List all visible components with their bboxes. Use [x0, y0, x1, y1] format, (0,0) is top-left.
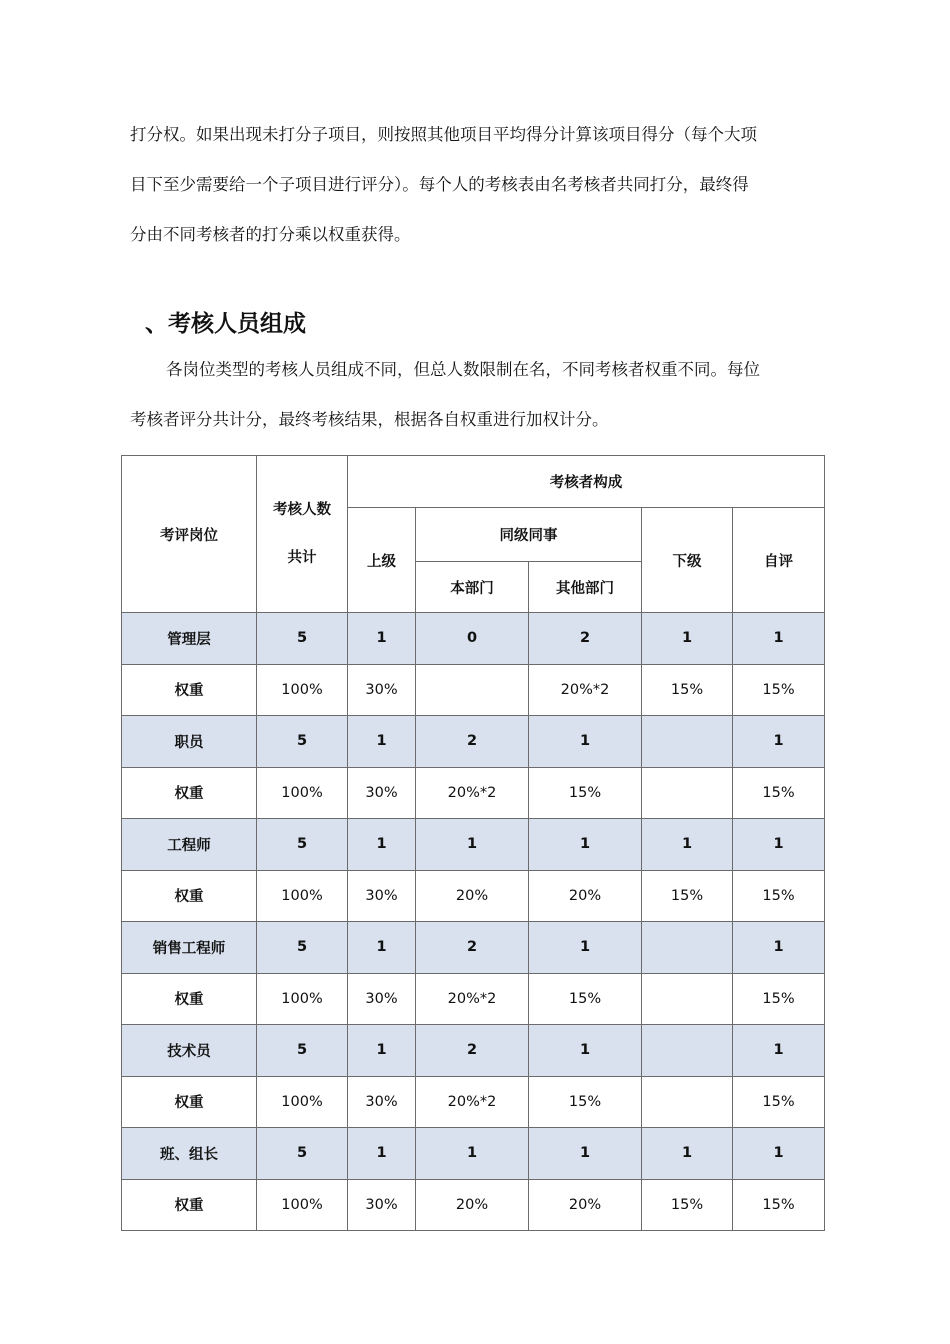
description-line: 考核者评分共计分，最终考核结果，根据各自权重进行加权计分。: [130, 410, 609, 429]
table-cell: 20%: [416, 1179, 529, 1231]
table-cell: 2: [416, 922, 529, 974]
row-label-cell: 工程师: [122, 819, 257, 871]
table-cell: 1: [733, 716, 825, 768]
row-label-cell: 权重: [122, 1179, 257, 1231]
table-cell: 1: [642, 1128, 733, 1180]
table-cell: 5: [257, 716, 348, 768]
table-body: [122, 613, 825, 1231]
table-cell: 2: [416, 716, 529, 768]
header-same-dept: 本部门: [416, 562, 529, 613]
header-other-dept: 其他部门: [529, 562, 642, 613]
table-cell: 15%: [642, 1179, 733, 1231]
table-cell: [642, 973, 733, 1025]
table-cell: 100%: [257, 1076, 348, 1128]
table-cell: 1: [529, 1128, 642, 1180]
table-cell: 1: [733, 613, 825, 665]
table-cell: 2: [529, 613, 642, 665]
row-label-cell: 权重: [122, 973, 257, 1025]
table-cell: 30%: [348, 767, 416, 819]
table-cell: 1: [416, 819, 529, 871]
table-cell: 20%*2: [416, 973, 529, 1025]
table-cell: 30%: [348, 973, 416, 1025]
table-row-weight: [122, 664, 825, 716]
table-cell: 1: [348, 1025, 416, 1077]
table-cell: 5: [257, 922, 348, 974]
intro-line: 打分权。如果出现未打分子项目，则按照其他项目平均得分计算该项目得分（每个大项: [130, 125, 757, 144]
header-peers: 同级同事: [416, 508, 642, 562]
table-cell: 15%: [733, 1076, 825, 1128]
table-cell: [642, 1076, 733, 1128]
row-label-cell: 班、组长: [122, 1128, 257, 1180]
table-cell: 5: [257, 613, 348, 665]
table-cell: 100%: [257, 664, 348, 716]
row-label-cell: 权重: [122, 1076, 257, 1128]
table-cell: 5: [257, 1025, 348, 1077]
table-cell: 100%: [257, 767, 348, 819]
table-cell: 20%*2: [416, 1076, 529, 1128]
table-cell: 30%: [348, 1179, 416, 1231]
row-label-cell: 权重: [122, 767, 257, 819]
table-row-weight: [122, 973, 825, 1025]
table-cell: 1: [642, 819, 733, 871]
table-cell: 1: [348, 819, 416, 871]
table-cell: 15%: [529, 973, 642, 1025]
table-cell: 15%: [529, 1076, 642, 1128]
table-cell: 1: [529, 1025, 642, 1077]
table-cell: [416, 664, 529, 716]
table-cell: 1: [348, 922, 416, 974]
row-label-cell: 权重: [122, 870, 257, 922]
table-row-weight: [122, 767, 825, 819]
table-cell: 1: [642, 613, 733, 665]
header-reviewer-count: [257, 456, 348, 613]
table-cell: 15%: [529, 767, 642, 819]
table-cell: [642, 767, 733, 819]
table-cell: 1: [416, 1128, 529, 1180]
header-subordinate: 下级: [642, 508, 733, 613]
table-cell: 5: [257, 1128, 348, 1180]
table-cell: [642, 922, 733, 974]
header-position: 考评岗位: [122, 456, 257, 613]
table-row-role: [122, 819, 825, 871]
table-cell: 20%*2: [416, 767, 529, 819]
intro-line: 分由不同考核者的打分乘以权重获得。: [130, 225, 411, 244]
intro-line: 目下至少需要给一个子项目进行评分）。每个人的考核表由名考核者共同打分，最终得: [130, 175, 749, 194]
table-row-role: [122, 922, 825, 974]
header-self: 自评: [733, 508, 825, 613]
table-cell: 2: [416, 1025, 529, 1077]
table-cell: 5: [257, 819, 348, 871]
table-cell: [642, 716, 733, 768]
table-cell: 1: [733, 922, 825, 974]
table-cell: 15%: [733, 767, 825, 819]
table-cell: 20%: [416, 870, 529, 922]
table-cell: 20%*2: [529, 664, 642, 716]
table-cell: 15%: [733, 1179, 825, 1231]
table-cell: 1: [529, 819, 642, 871]
table-cell: 30%: [348, 870, 416, 922]
table-row-role: [122, 716, 825, 768]
table-cell: [642, 1025, 733, 1077]
table-cell: 1: [348, 613, 416, 665]
table-cell: 30%: [348, 1076, 416, 1128]
table-cell: 15%: [733, 664, 825, 716]
table-cell: 15%: [733, 973, 825, 1025]
table-cell: 15%: [642, 664, 733, 716]
section-heading: 、考核人员组成: [145, 311, 306, 337]
table-cell: 1: [733, 1025, 825, 1077]
table-cell: 20%: [529, 870, 642, 922]
description-line: [130, 345, 820, 395]
row-label-cell: 管理层: [122, 613, 257, 665]
table-cell: 1: [348, 1128, 416, 1180]
table-cell: 1: [529, 716, 642, 768]
table-cell: 0: [416, 613, 529, 665]
table-cell: 20%: [529, 1179, 642, 1231]
table-row-role: [122, 1025, 825, 1077]
header-superior: 上级: [348, 508, 416, 613]
table-cell: 1: [348, 716, 416, 768]
table-cell: 1: [733, 1128, 825, 1180]
row-label-cell: 权重: [122, 664, 257, 716]
table-cell: 15%: [642, 870, 733, 922]
table-cell: 1: [529, 922, 642, 974]
table-row-weight: [122, 870, 825, 922]
intro-paragraph: [130, 110, 820, 260]
reviewer-composition-table: [121, 455, 825, 1231]
table-cell: 1: [733, 819, 825, 871]
description-line-text: 各岗位类型的考核人员组成不同，但总人数限制在名，不同考核者权重不同。每位: [166, 360, 760, 379]
table-cell: 15%: [733, 870, 825, 922]
table-row-role: [122, 613, 825, 665]
row-label-cell: 技术员: [122, 1025, 257, 1077]
description-paragraph: [130, 345, 820, 445]
header-count-line2: 共计: [287, 550, 317, 566]
table-row-role: [122, 1128, 825, 1180]
table-row-weight: [122, 1179, 825, 1231]
header-composition: 考核者构成: [348, 456, 825, 508]
table-cell: 30%: [348, 664, 416, 716]
row-label-cell: 职员: [122, 716, 257, 768]
table-cell: 100%: [257, 870, 348, 922]
table-row-weight: [122, 1076, 825, 1128]
table-cell: 100%: [257, 1179, 348, 1231]
header-count-line1: 考核人数: [273, 502, 331, 518]
row-label-cell: 销售工程师: [122, 922, 257, 974]
table-cell: 100%: [257, 973, 348, 1025]
